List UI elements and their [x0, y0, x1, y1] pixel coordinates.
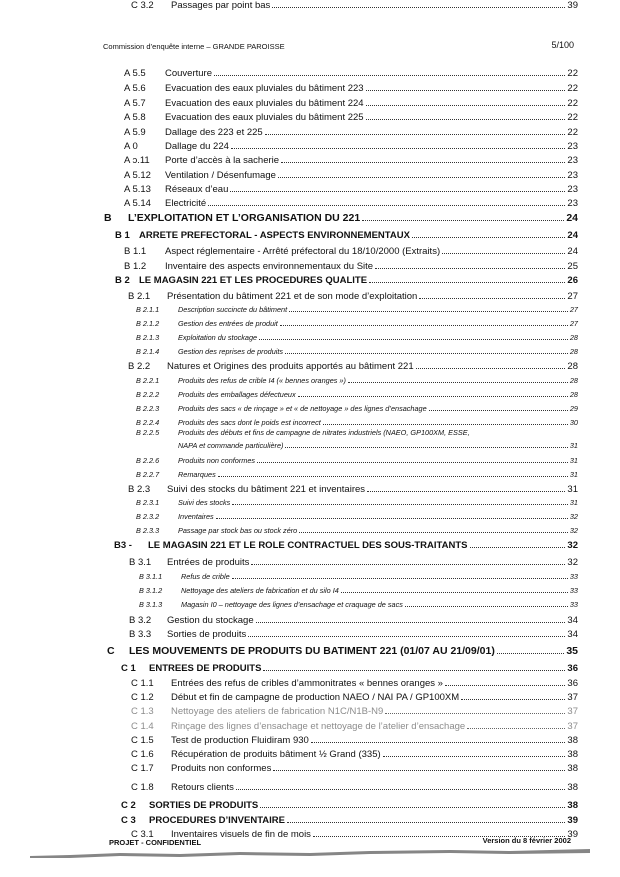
toc-entry-title: Inventaire des aspects environnementaux du Site [165, 261, 374, 272]
toc-entry-page: 23 [567, 170, 578, 181]
toc-entry [121, 800, 578, 811]
toc-leader-dots [341, 592, 568, 593]
toc-entry-number: B 2.2.2 [136, 390, 160, 399]
toc-entry [129, 629, 578, 640]
toc-entry-page: 22 [567, 112, 578, 123]
toc-leader-dots [216, 518, 568, 519]
toc-entry-title: Produits des refus de crible I4 (« bennes oranges ») [178, 376, 346, 385]
toc-leader-dots [369, 282, 565, 283]
toc-entry-number: C 1.3 [131, 706, 154, 717]
toc-entry-page: 31 [567, 484, 578, 495]
toc-leader-dots [367, 491, 565, 492]
toc-entry-number: A 5.5 [124, 68, 146, 79]
toc-entry-title: Produits des sacs dont le poids est incorrect [178, 418, 321, 427]
toc-entry-number: B 3.2 [129, 615, 152, 626]
toc-entry-title: Dallage du 224 [165, 141, 229, 152]
toc-leader-dots [311, 742, 566, 743]
toc-leader-dots [383, 756, 566, 757]
toc-leader-dots [461, 699, 565, 700]
toc-entry-number: C 3 [121, 815, 136, 826]
toc-leader-dots [251, 564, 565, 565]
toc-entry-title: Retours clients [171, 782, 234, 793]
footer-version-label: Version du 8 février 2002 [482, 836, 571, 845]
toc-leader-dots [230, 191, 565, 192]
toc-leader-dots [467, 728, 565, 729]
toc-leader-dots [405, 606, 568, 607]
toc-entry-title: Passage par stock bas ou stock zéro [178, 526, 298, 535]
toc-entry-page: 38 [567, 800, 578, 811]
toc-entry-number: B 2.2 [128, 361, 151, 372]
toc-entry-number: C 1.8 [131, 782, 154, 793]
toc-entry [139, 600, 578, 610]
toc-entry-number: A 5.12 [124, 170, 151, 181]
toc-entry [124, 261, 578, 272]
toc-entry-title: Entrées de produits [167, 557, 250, 568]
toc-entry-page: 33 [569, 600, 578, 609]
toc-entry-page: 23 [567, 198, 578, 209]
toc-entry [124, 141, 578, 152]
toc-entry-title: Test de production Fluidiram 930 [171, 735, 309, 746]
toc-entry-title: Description succincte du bâtiment [178, 305, 288, 314]
toc-entry-number: C [107, 645, 115, 657]
toc-entry-number: B 2.1.1 [136, 305, 160, 314]
toc-entry-title: NAPA et commande particulière) [178, 441, 284, 450]
toc-leader-dots [298, 396, 568, 397]
toc-entry-page: 22 [567, 98, 578, 109]
toc-entry-page: 31 [569, 470, 578, 479]
toc-entry [131, 749, 578, 760]
toc-entry-title: Récupération de produits bâtiment ½ Grand (335) [171, 749, 381, 760]
toc-entry-number: C 3.1 [131, 829, 154, 840]
toc-leader-dots [362, 220, 564, 221]
toc-entry-page: 28 [569, 333, 578, 342]
toc-entry-page: 23 [567, 155, 578, 166]
toc-entry-title: Electricité [165, 198, 207, 209]
toc-entry-page: 27 [569, 305, 578, 314]
toc-entry-number: C 3.2 [131, 0, 154, 11]
toc-entry-title: Sorties de produits [167, 629, 247, 640]
toc-entry-title: LE MAGASIN 221 ET LE ROLE CONTRACTUEL DES SOUS-TRAITANTS [148, 540, 468, 551]
toc-entry [136, 333, 578, 343]
toc-entry-title: Aspect réglementaire - Arrêté préfectoral du 18/10/2000 (Extraits) [165, 246, 441, 257]
toc-leader-dots [375, 268, 565, 269]
toc-entry-number: A 5.9 [124, 127, 146, 138]
toc-leader-dots [366, 119, 566, 120]
toc-entry-page: 36 [567, 678, 578, 689]
toc-leader-dots [281, 162, 565, 163]
toc-entry [139, 586, 578, 596]
toc-entry-page: 35 [566, 645, 578, 657]
toc-entry-title: Produits non conformes [178, 456, 256, 465]
toc-entry-number: C 1.4 [131, 721, 154, 732]
toc-leader-dots [218, 476, 568, 477]
document-header-title: Commission d’enquête interne – GRANDE PAROISSE [103, 42, 285, 51]
toc-entry-number: A 0 [124, 141, 138, 152]
toc-entry-number: B 2.2.5 [136, 428, 160, 437]
toc-entry [128, 484, 578, 495]
toc-entry-page: 32 [569, 512, 578, 521]
toc-leader-dots [470, 547, 566, 548]
toc-entry [124, 112, 578, 123]
toc-entry [124, 170, 578, 181]
toc-entry-title: Exploitation du stockage [178, 333, 258, 342]
toc-entry [121, 663, 578, 674]
toc-entry-number: B 2.1.3 [136, 333, 160, 342]
toc-entry-page: 38 [567, 749, 578, 760]
toc-entry-page: 24 [566, 212, 578, 224]
toc-entry [115, 230, 578, 241]
toc-entry-title: Porte d’accès à la sacherie [165, 155, 280, 166]
toc-leader-dots [260, 807, 565, 808]
toc-entry-number: A 5.6 [124, 83, 146, 94]
toc-entry [107, 645, 578, 657]
toc-entry-number: B 2.3.1 [136, 498, 160, 507]
toc-entry-number: B 2.1 [128, 291, 151, 302]
toc-entry [131, 721, 578, 732]
toc-leader-dots [256, 622, 566, 623]
toc-entry-page: 24 [567, 246, 578, 257]
toc-entry-page: 28 [569, 390, 578, 399]
toc-entry [136, 347, 578, 357]
toc-entry [131, 706, 578, 717]
toc-entry [115, 275, 578, 286]
toc-entry-title: Evacuation des eaux pluviales du bâtiment 224 [165, 98, 364, 109]
toc-leader-dots [429, 410, 568, 411]
toc-leader-dots [348, 382, 568, 383]
toc-entry-title: Produits des emballages défectueux [178, 390, 296, 399]
toc-entry-number: B 2.2.6 [136, 456, 160, 465]
toc-entry-page: 29 [569, 404, 578, 413]
toc-entry [131, 0, 578, 11]
toc-entry [124, 155, 578, 166]
toc-entry-page: 38 [567, 782, 578, 793]
toc-entry-title: SORTIES DE PRODUITS [149, 800, 259, 811]
toc-entry-page: 32 [567, 557, 578, 568]
toc-entry [124, 246, 578, 257]
toc-leader-dots [248, 636, 565, 637]
toc-entry-page: 28 [569, 347, 578, 356]
toc-entry-page: 22 [567, 83, 578, 94]
toc-entry-title: LE MAGASIN 221 ET LES PROCEDURES QUALITE [139, 275, 368, 286]
toc-leader-dots [497, 653, 564, 654]
toc-entry-number: B 2.3.2 [136, 512, 160, 521]
toc-leader-dots [236, 789, 566, 790]
toc-entry-title: Magasin I0 – nettoyage des lignes d’ensachage et craquage de sacs [181, 600, 403, 609]
toc-entry-title: Natures et Origines des produits apportés au bâtiment 221 [167, 361, 414, 372]
toc-leader-dots [263, 670, 565, 671]
toc-entry-page: 39 [567, 815, 578, 826]
toc-entry-number: B 2.3.3 [136, 526, 160, 535]
toc-leader-dots [287, 822, 565, 823]
toc-leader-dots [366, 105, 566, 106]
toc-entry-title: Couverture [165, 68, 212, 79]
toc-entry-number: B 3.3 [129, 629, 152, 640]
toc-leader-dots [280, 325, 568, 326]
toc-entry-title: Début et fin de campagne de production NAEO / NAI PA / GP100XM [171, 692, 460, 703]
toc-leader-dots [278, 177, 566, 178]
toc-entry [131, 692, 578, 703]
toc-entry-number: B 3.1.3 [139, 600, 163, 609]
toc-entry [124, 98, 578, 109]
toc-entry-page: 23 [567, 184, 578, 195]
toc-entry-page: 31 [569, 441, 578, 450]
toc-entry-title: Suivi des stocks [178, 498, 231, 507]
toc-entry [136, 305, 578, 315]
toc-entry-number: B 2.1.2 [136, 319, 160, 328]
toc-entry [104, 212, 578, 224]
toc-leader-dots [214, 75, 565, 76]
toc-entry-number: A 5.14 [124, 198, 151, 209]
toc-entry-title: ENTREES DE PRODUITS [149, 663, 262, 674]
page-number: 5/100 [551, 40, 574, 50]
toc-entry-title: Inventaires visuels de fin de mois [171, 829, 311, 840]
toc-entry-title: Nettoyage des ateliers de fabrication N1C/N1B-N9 [171, 706, 384, 717]
toc-entry-title: Entrées des refus de cribles d’ammonitrates « bennes oranges » [171, 678, 443, 689]
toc-leader-dots [272, 7, 565, 8]
toc-leader-dots [442, 253, 565, 254]
toc-entry [139, 572, 578, 582]
toc-entry-page: 26 [567, 275, 578, 286]
toc-entry-number: B 1.2 [124, 261, 147, 272]
toc-entry [131, 735, 578, 746]
toc-entry-page: 38 [567, 763, 578, 774]
toc-entry-number: A 5.8 [124, 112, 146, 123]
toc-entry-page: 39 [567, 829, 578, 840]
toc-entry [114, 540, 578, 551]
toc-entry-page: 36 [567, 663, 578, 674]
toc-entry [129, 557, 578, 568]
toc-entry [124, 83, 578, 94]
toc-entry-number: A ɔ.11 [124, 155, 150, 166]
toc-entry-title: Gestion des reprises de produits [178, 347, 284, 356]
toc-entry-title: Gestion des entrées de produit [178, 319, 278, 328]
toc-entry [136, 456, 578, 466]
toc-leader-dots [208, 205, 565, 206]
toc-entry [131, 678, 578, 689]
toc-entry-number: B 2.3 [128, 484, 151, 495]
toc-entry [129, 615, 578, 626]
toc-entry-number: B 3.1.2 [139, 586, 163, 595]
toc-entry-page: 34 [567, 629, 578, 640]
toc-entry-title: Inventaires [178, 512, 214, 521]
footer-confidential-label: PROJET - CONFIDENTIEL [109, 838, 202, 847]
toc-entry-number: B 1.1 [124, 246, 147, 257]
toc-entry-title: Nettoyage des ateliers de fabrication et du silo I4 [181, 586, 339, 595]
toc-entry-number: C 1.7 [131, 763, 154, 774]
toc-entry-number: B 2.2.7 [136, 470, 160, 479]
toc-entry-title: Evacuation des eaux pluviales du bâtiment 225 [165, 112, 364, 123]
toc-leader-dots [416, 368, 566, 369]
toc-leader-dots [445, 685, 565, 686]
toc-entry-page: 32 [569, 526, 578, 535]
toc-entry-number: B [104, 212, 112, 224]
toc-leader-dots [231, 148, 566, 149]
toc-entry [131, 763, 578, 774]
toc-entry [136, 470, 578, 480]
toc-entry-page: 31 [569, 498, 578, 507]
toc-entry [124, 127, 578, 138]
toc-entry-number: C 1.1 [131, 678, 154, 689]
toc-entry-page: 34 [567, 615, 578, 626]
toc-entry-title: Refus de crible [181, 572, 230, 581]
toc-entry-page: 31 [569, 456, 578, 465]
toc-entry-page: 37 [567, 692, 578, 703]
toc-entry-page: 23 [567, 141, 578, 152]
toc-leader-dots [273, 770, 565, 771]
toc-entry-page: 32 [567, 540, 578, 551]
toc-entry-number: C 2 [121, 800, 136, 811]
toc-entry-number: B 2.2.3 [136, 404, 160, 413]
toc-leader-dots [299, 532, 568, 533]
toc-entry [128, 291, 578, 302]
toc-leader-dots [259, 339, 568, 340]
toc-entry-number: B 2.1.4 [136, 347, 160, 356]
toc-entry-title: Dallage des 223 et 225 [165, 127, 263, 138]
toc-entry-page: 30 [569, 418, 578, 427]
toc-leader-dots [232, 504, 568, 505]
toc-leader-dots [385, 713, 565, 714]
toc-entry-title: PROCEDURES D’INVENTAIRE [149, 815, 286, 826]
toc-entry [124, 184, 578, 195]
toc-entry-title: Présentation du bâtiment 221 et de son mode d’exploitation [167, 291, 418, 302]
toc-entry [124, 68, 578, 79]
toc-entry-page: 22 [567, 127, 578, 138]
toc-leader-dots [289, 311, 568, 312]
toc-leader-dots [412, 237, 565, 238]
toc-leader-dots [257, 462, 568, 463]
toc-entry-page: 38 [567, 735, 578, 746]
toc-leader-dots [265, 134, 566, 135]
toc-entry-number: B3 - [114, 540, 132, 551]
toc-leader-dots [232, 578, 568, 579]
toc-entry-title: Passages par point bas [171, 0, 271, 11]
scan-edge-artifact [30, 847, 590, 859]
toc-entry-number: C 1.5 [131, 735, 154, 746]
toc-entry-page: 28 [567, 361, 578, 372]
toc-entry-page: 24 [567, 230, 578, 241]
toc-leader-dots [323, 424, 568, 425]
toc-entry-title: Remarques [178, 470, 216, 479]
toc-entry-title: Produits des sacs « de rinçage » et « de nettoyage » des lignes d’ensachage [178, 404, 427, 413]
toc-entry-title: Réseaux d’eau [165, 184, 229, 195]
toc-entry-title: ARRETE PREFECTORAL - ASPECTS ENVIRONNEMENTAUX [139, 230, 410, 241]
toc-entry-number: B 3.1 [129, 557, 152, 568]
toc-entry [128, 361, 578, 372]
toc-leader-dots [419, 298, 565, 299]
toc-entry-number: C 1 [121, 663, 136, 674]
toc-entry-number: C 1.6 [131, 749, 154, 760]
toc-entry [131, 782, 578, 793]
toc-entry-title: Produits non conformes [171, 763, 272, 774]
toc-entry-title: Suivi des stocks du bâtiment 221 et inventaires [167, 484, 366, 495]
toc-entry [124, 198, 578, 209]
toc-entry-title: Rinçage des lignes d’ensachage et nettoyage de l’atelier d’ensachage [171, 721, 466, 732]
toc-entry [136, 526, 578, 536]
toc-entry [136, 418, 578, 428]
toc-entry [136, 404, 578, 414]
toc-entry-page: 27 [569, 319, 578, 328]
toc-entry-number: A 5.7 [124, 98, 146, 109]
toc-leader-dots [285, 447, 567, 448]
toc-entry-number: B 1 [115, 230, 130, 241]
toc-entry-page: 39 [567, 0, 578, 11]
toc-entry-number: B 2 [115, 275, 130, 286]
toc-entry [136, 319, 578, 329]
toc-entry-page: 27 [567, 291, 578, 302]
toc-entry-page: 28 [569, 376, 578, 385]
toc-leader-dots [285, 353, 568, 354]
toc-entry-title: LES MOUVEMENTS DE PRODUITS DU BATIMENT 221 (01/07 AU 21/09/01) [129, 645, 495, 657]
toc-entry-title: Gestion du stockage [167, 615, 254, 626]
toc-entry [136, 390, 578, 400]
toc-entry-number: A 5.13 [124, 184, 151, 195]
toc-entry-title-continued: Produits des débuts et fins de campagne de nitrates industriels (NAEO, GP100XM, ESSE, [178, 428, 470, 437]
toc-entry-title: Evacuation des eaux pluviales du bâtiment 223 [165, 83, 364, 94]
toc-entry-number: B 3.1.1 [139, 572, 163, 581]
toc-entry-page: 37 [567, 706, 578, 717]
toc-entry [136, 376, 578, 386]
toc-leader-dots [366, 90, 566, 91]
toc-entry [136, 498, 578, 508]
toc-entry-title: Ventilation / Désenfumage [165, 170, 276, 181]
toc-entry-title: L’EXPLOITATION ET L’ORGANISATION DU 221 [128, 212, 361, 224]
toc-entry-page: 37 [567, 721, 578, 732]
toc-entry-number: C 1.2 [131, 692, 154, 703]
toc-entry-page: 25 [567, 261, 578, 272]
toc-entry-number: B 2.2.4 [136, 418, 160, 427]
toc-entry-page: 33 [569, 586, 578, 595]
toc-entry [136, 441, 578, 451]
toc-entry-page: 22 [567, 68, 578, 79]
toc-entry-number: B 2.2.1 [136, 376, 160, 385]
toc-entry [121, 815, 578, 826]
toc-entry [136, 512, 578, 522]
toc-entry-page: 33 [569, 572, 578, 581]
